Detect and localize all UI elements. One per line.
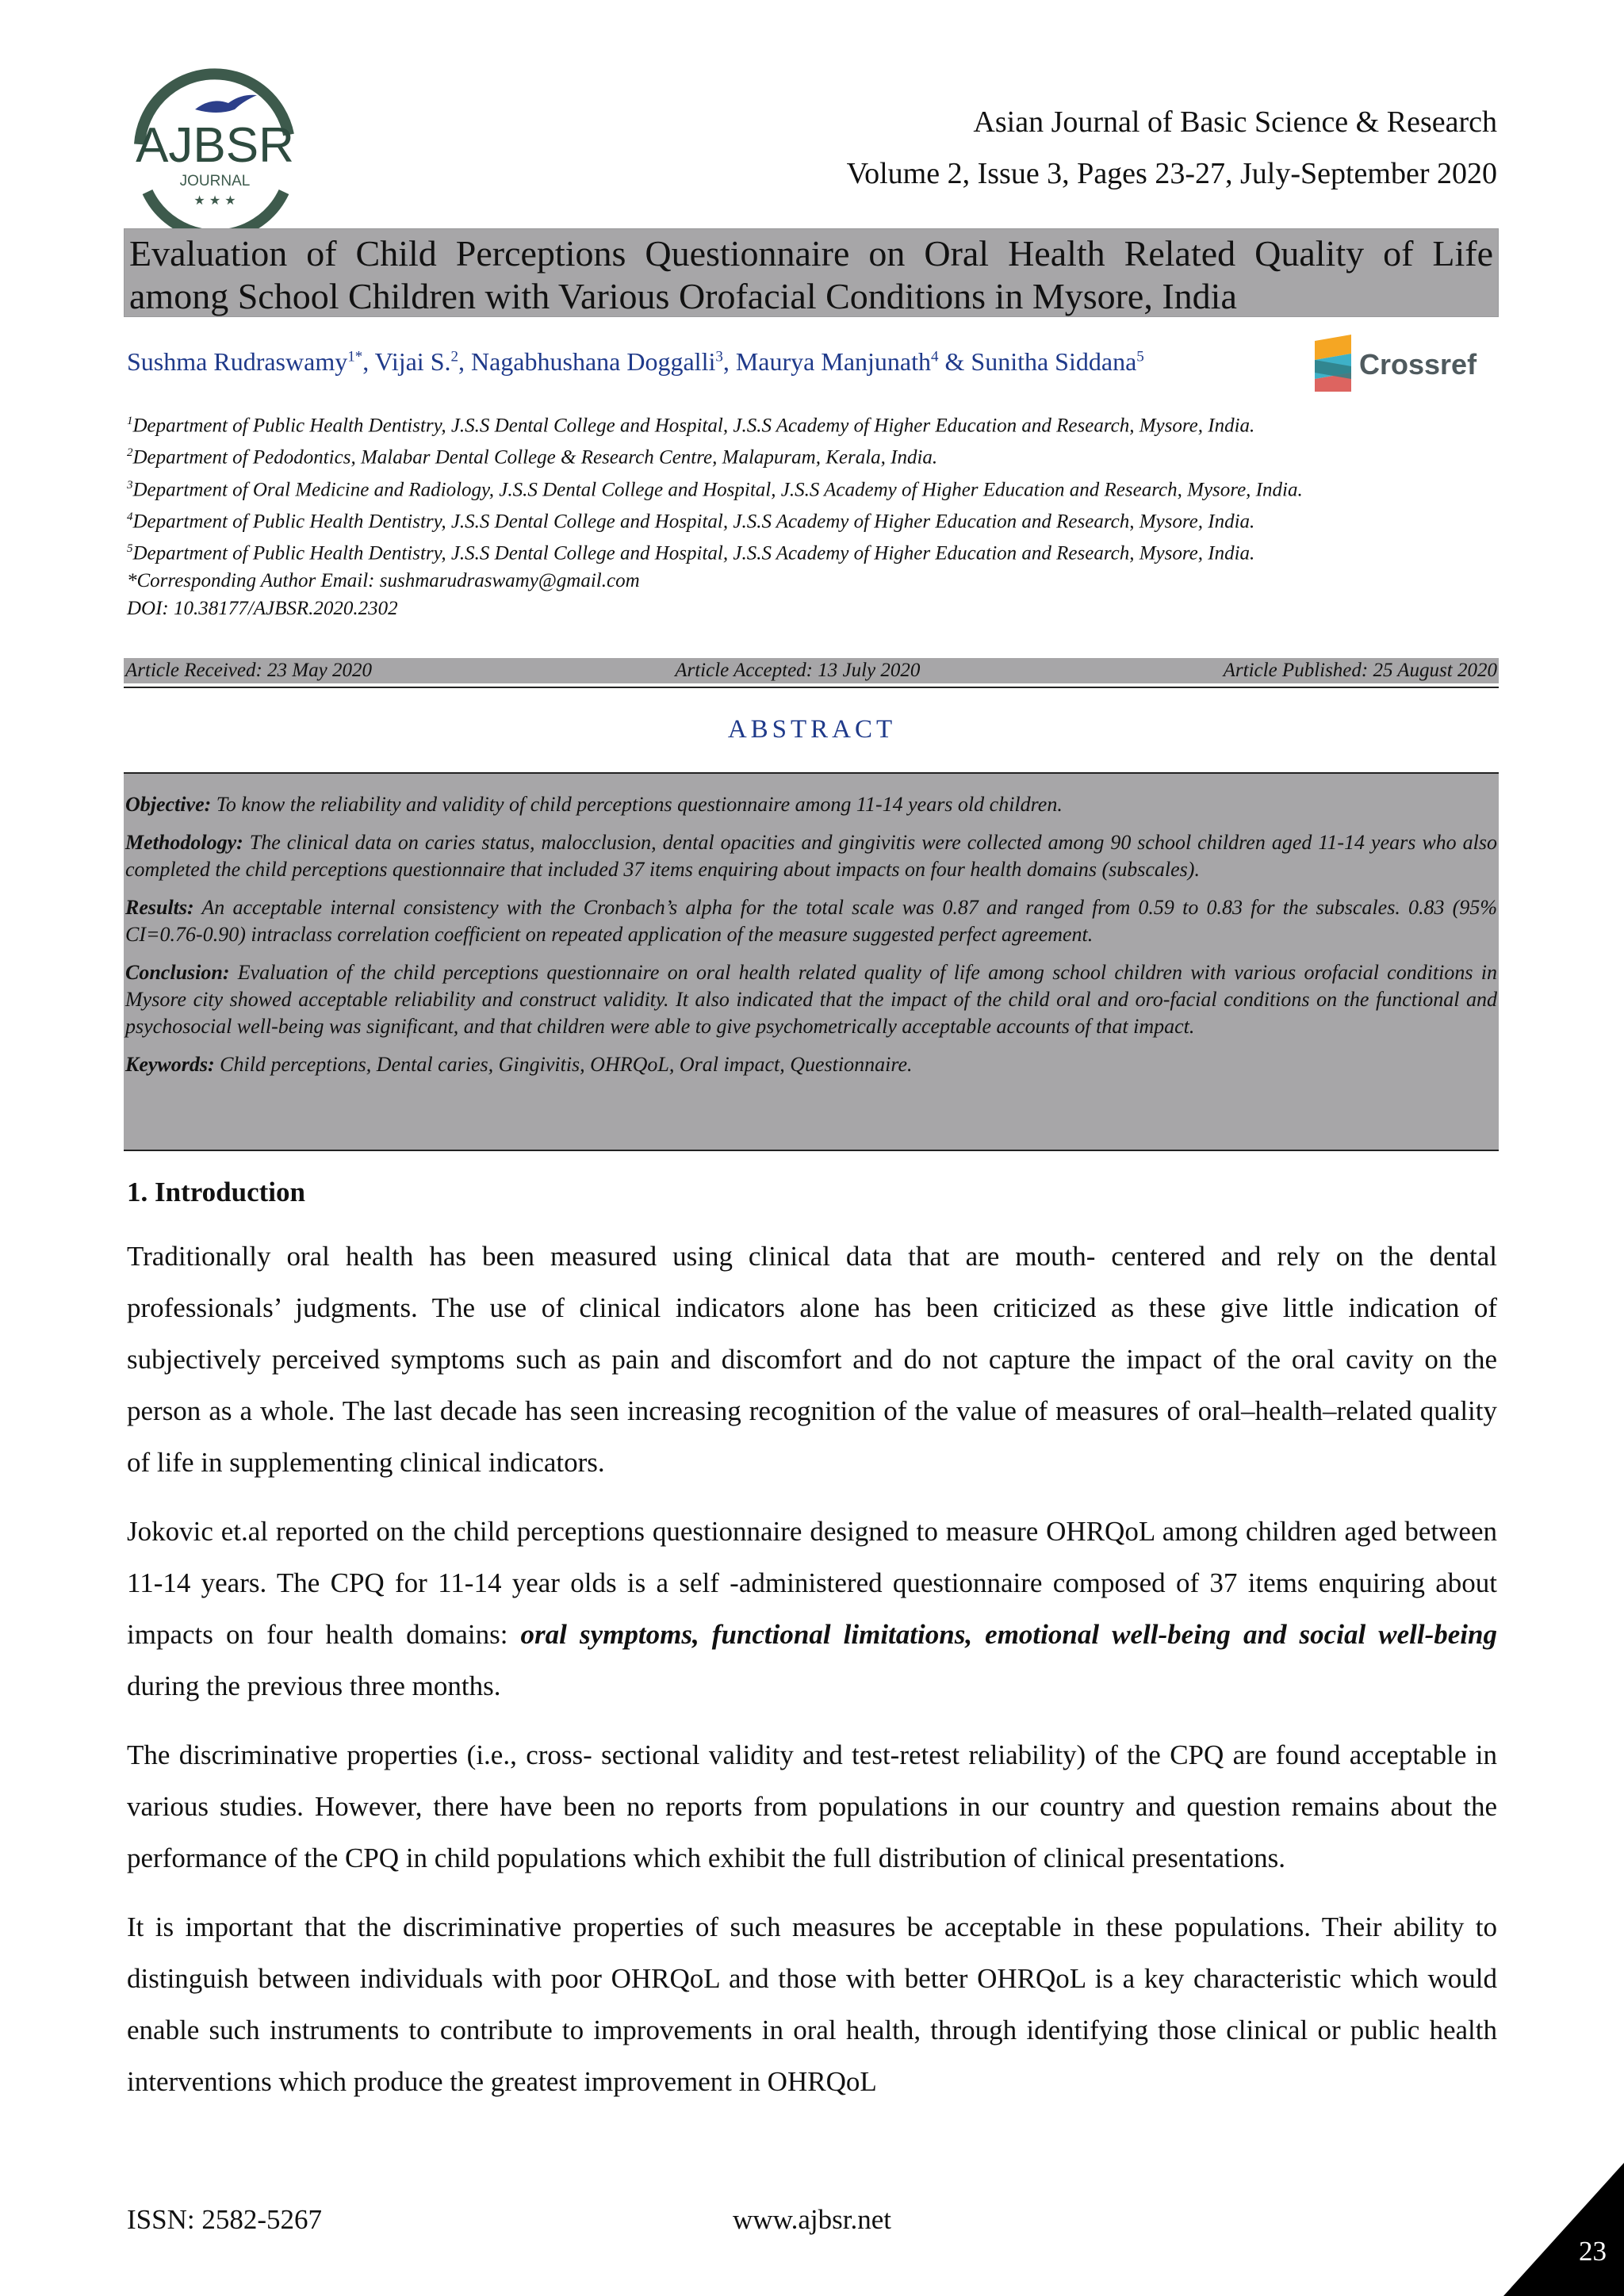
doi[interactable]: DOI: 10.38177/AJBSR.2020.2302 [127, 598, 398, 619]
author-name[interactable]: Sushma Rudraswamy [127, 347, 348, 376]
author-name[interactable]: Sunitha Siddana [971, 347, 1137, 376]
affiliation: $^1$Department of Public Health Dentistry, J.S.S Dental College and Hospital, J.S.S Academy of Higher Education and Research, Mysore, India. [127, 415, 1255, 437]
affiliation: $^3$Department of Oral Medicine and Radiology, J.S.S Dental College and Hospital, J.S.S Academy of Higher Education and Research, Mysore, India. [127, 478, 1303, 500]
abstract-objective: Objective: To know the reliability and validity of child perceptions questionnaire among 11-14 years old children. [125, 793, 1063, 816]
crossref-logo[interactable] [1310, 331, 1500, 395]
abstract [124, 772, 1499, 1151]
author-mark: 4 [931, 348, 939, 365]
author-separator: , [362, 347, 375, 376]
section-heading: 1. Introduction [127, 1177, 305, 1207]
date-accepted: Article Accepted: 13 July 2020 [675, 660, 921, 681]
article-dates [124, 658, 1499, 683]
date-published: Article Published: 25 August 2020 [1223, 660, 1497, 681]
paragraph: It is important that the discriminative properties of such measures be acceptable in these populations. Their ability to distinguish between individuals with poor OHRQoL and those with better OHRQoL is a key characteristic which would enable such instruments to contribute to improvements in oral health, through identifying those clinical or public health interventions which produce the greatest improvement in OHRQoL [127, 1911, 1497, 2097]
date-received: Article Received: 23 May 2020 [125, 660, 372, 681]
logo-text: AJBSR [136, 118, 294, 173]
author-separator: & [938, 347, 971, 376]
affiliation: $^5$Department of Public Health Dentistry, J.S.S Dental College and Hospital, J.S.S Academy of Higher Education and Research, Mysore, India. [127, 542, 1255, 564]
page-corner-triangle [1503, 2163, 1624, 2296]
journal-name: Asian Journal of Basic Science & Research [973, 105, 1497, 139]
affiliation: $^2$Department of Pedodontics, Malabar Dental College & Research Centre, Malapuram, Kerala, India. [127, 446, 938, 469]
page-number: 23 [1579, 2236, 1607, 2267]
abstract-keywords: Keywords: Child perceptions, Dental caries, Gingivitis, OHRQoL, Oral impact, Questionnaire. [125, 1053, 913, 1076]
crossref-label: Crossref [1359, 348, 1477, 381]
author-separator: , [458, 347, 471, 376]
issn: ISSN: 2582-5267 [127, 2204, 322, 2235]
paragraph: Traditionally oral health has been measured using clinical data that are mouth- centered and rely on the dental professionals’ judgments. The use of clinical indicators alone has been criticized as these give little indication of subjectively perceived symptoms such as pain and discomfort and do not capture the impact of the oral cavity on the person as a whole. The last decade has seen increasing recognition of the value of measures of oral–health–related quality of life in supplementing clinical indicators. [127, 1241, 1497, 1478]
paper-title [124, 228, 1499, 317]
author-separator: , [722, 347, 736, 376]
author-mark: 2 [450, 348, 458, 365]
bird-icon [195, 95, 257, 113]
abstract-results: Results: An acceptable internal consistency with the Cronbach’s alpha for the total scale was 0.87 and ranged from 0.59 to 0.83 for the subscales. 0.83 (95% CI=0.76-0.90) intraclass correlation coefficient on repeated application of the measure suggested perfect agreement. [125, 896, 1497, 946]
author-mark: 5 [1136, 348, 1144, 365]
logo-stars: ★ ★ ★ [193, 193, 236, 208]
paper-title-line-2: among School Children with Various Orofacial Conditions in Mysore, India [129, 276, 1237, 316]
author-name[interactable]: Maurya Manjunath [735, 347, 931, 376]
author-list [127, 347, 1144, 377]
website-link[interactable]: www.ajbsr.net [733, 2204, 891, 2235]
affiliation: $^4$Department of Public Health Dentistry, J.S.S Dental College and Hospital, J.S.S Academy of Higher Education and Research, Mysore, India. [127, 510, 1255, 533]
logo-subtext: JOURNAL [179, 173, 251, 189]
abstract-methodology: Methodology: The clinical data on caries status, malocclusion, dental opacities and gingivitis were collected among 90 school children aged 11-14 years who also completed the child perceptions questionnaire that included 37 items enquiring about impacts on four health domains (subscales). [125, 831, 1497, 881]
corresponding-author[interactable]: *Corresponding Author Email: sushmarudraswamy@gmail.com [127, 569, 640, 591]
abstract-heading: ABSTRACT [727, 715, 897, 744]
journal-logo [116, 59, 314, 233]
journal-issue: Volume 2, Issue 3, Pages 23-27, July-September 2020 [846, 157, 1497, 190]
abstract-conclusion: Conclusion: Evaluation of the child perceptions questionnaire on oral health related quality of life among school children with various orofacial conditions in Mysore city showed acceptable reliability and construct validity. It also indicated that the impact of the child oral and oro-facial conditions on the functional and psychosocial well-being was significant, and that children were able to give psychometrically acceptable accounts of that impact. [125, 961, 1497, 1038]
paragraph: Jokovic et.al reported on the child perceptions questionnaire designed to measure OHRQoL among children aged between 11-14 years. The CPQ for 11-14 year olds is a self -administered questionnaire composed of 37 items enquiring about impacts on four health domains: oral symptoms, functional limitations, emotional well-being and social well-being during the previous three months. [127, 1516, 1497, 1701]
author-name[interactable]: Nagabhushana Doggalli [470, 347, 716, 376]
affiliations [127, 408, 1522, 595]
author-mark: 3 [715, 348, 723, 365]
author-name[interactable]: Vijai S. [374, 347, 451, 376]
paper-title-line-1: Evaluation of Child Perceptions Questionnaire on Oral Health Related Quality of Life [129, 233, 1493, 274]
author-mark: 1* [347, 348, 363, 365]
body-text [127, 1230, 1497, 2125]
divider [124, 687, 1499, 688]
paragraph: The discriminative properties (i.e., cross- sectional validity and test-retest reliability) of the CPQ are found acceptable in various studies. However, there have been no reports from populations in our country and question remains about the performance of the CPQ in child populations which exhibit the full distribution of clinical presentations. [127, 1739, 1497, 1873]
